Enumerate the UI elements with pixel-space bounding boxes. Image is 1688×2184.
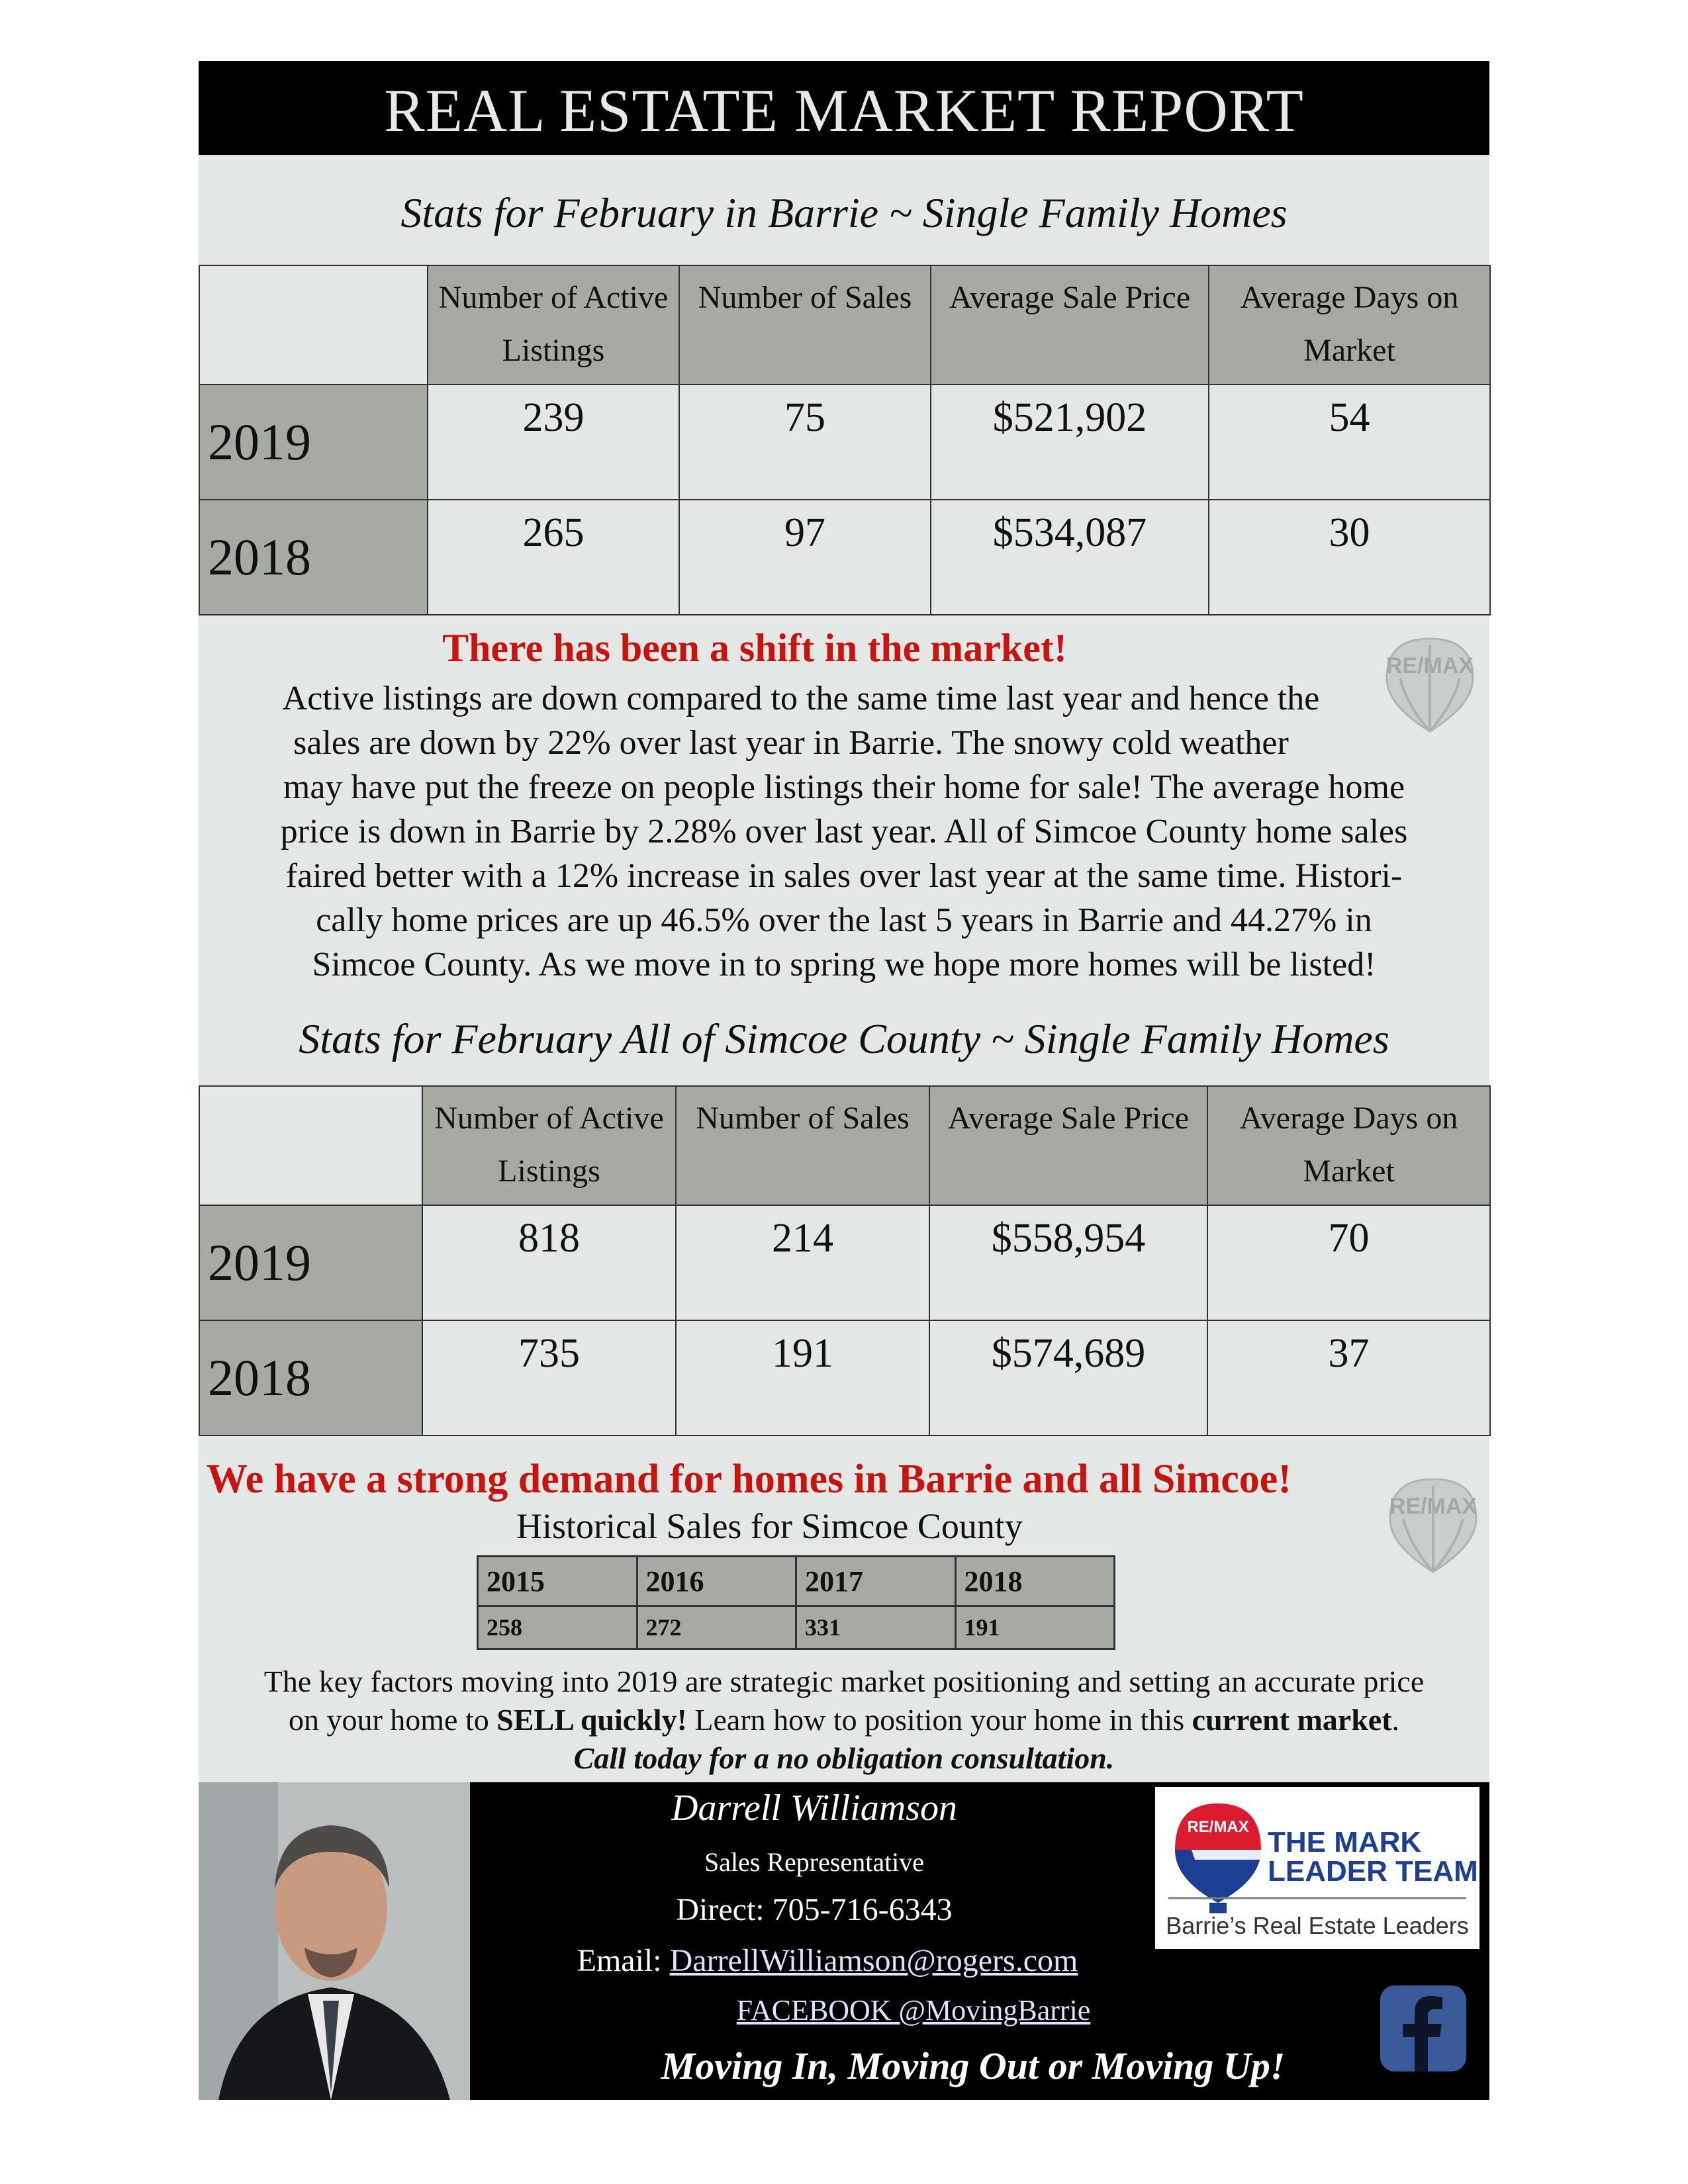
closing-line <box>199 1701 1489 1739</box>
barrie-stats-table <box>199 265 1491 615</box>
team-name-line2: LEADER TEAM <box>1268 1855 1478 1888</box>
value-cell: 214 <box>676 1205 929 1320</box>
paragraph-line: cally home prices are up 46.5% over the last 5 years in Barrie and 44.27% in <box>316 901 1372 939</box>
sales-cell: 272 <box>637 1606 796 1649</box>
year-cell: 2018 <box>199 500 428 615</box>
column-header: Number of Active Listings <box>422 1086 676 1205</box>
agent-photo <box>199 1782 470 2100</box>
table-row <box>199 500 1490 615</box>
paragraph-line: may have put the freeze on people listings their home for sale! The average home <box>283 768 1405 806</box>
value-cell: 70 <box>1207 1205 1490 1320</box>
table-row <box>199 1205 1490 1320</box>
year-header: 2017 <box>796 1557 956 1606</box>
historical-sales-heading: Historical Sales for Simcoe County <box>516 1506 1023 1546</box>
barrie-stats-heading: Stats for February in Barrie ~ Single Family Homes <box>400 189 1288 236</box>
table-corner <box>199 265 428 385</box>
closing-text: on your home to <box>288 1703 497 1737</box>
column-header: Number of Active Listings <box>428 265 679 385</box>
facebook-icon[interactable] <box>1380 1985 1466 2071</box>
year-header: 2016 <box>637 1557 796 1606</box>
email-label: Email: <box>577 1943 670 1978</box>
remax-brand-text: RE/MAX <box>1187 1818 1249 1836</box>
sell-quickly-emphasis: SELL quickly! <box>496 1703 687 1737</box>
closing-paragraph <box>199 1662 1489 1778</box>
year-header: 2018 <box>955 1557 1115 1606</box>
closing-text: Learn how to position your home in this <box>686 1703 1192 1737</box>
column-header: Number of Sales <box>676 1086 929 1205</box>
year-cell: 2019 <box>199 1205 422 1320</box>
simcoe-stats-table <box>199 1085 1491 1436</box>
facebook-line <box>583 1993 1244 2027</box>
paragraph-line: sales are down by 22% over last year in Barrie. The snowy cold weather <box>293 724 1289 762</box>
paragraph-line: Simcoe County. As we move in to spring we hope more homes will be listed! <box>312 946 1376 983</box>
team-logo <box>1155 1787 1479 1949</box>
agent-email-line <box>477 1942 1178 1979</box>
value-cell: 54 <box>1209 385 1490 500</box>
paragraph-line: Active listings are down compared to the same time last year and hence the <box>282 680 1320 717</box>
watermark-text: RE/MAX <box>1385 653 1474 678</box>
sales-cell: 331 <box>796 1606 956 1649</box>
shift-paragraph <box>199 676 1489 987</box>
sales-cell: 258 <box>478 1606 637 1649</box>
agent-portrait-image <box>199 1782 470 2100</box>
shift-headline: There has been a shift in the market! <box>442 626 1067 670</box>
sales-cell: 191 <box>955 1606 1115 1649</box>
closing-text: . <box>1391 1703 1400 1737</box>
facebook-link[interactable]: FACEBOOK @MovingBarrie <box>736 1994 1091 2026</box>
demand-headline: We have a strong demand for homes in Barrie and all Simcoe! <box>207 1457 1291 1502</box>
historical-sales-table <box>477 1555 1115 1650</box>
closing-line: The key factors moving into 2019 are strategic market positioning and setting an accurate price <box>263 1664 1425 1698</box>
value-cell: 75 <box>679 385 931 500</box>
remax-balloon-watermark <box>1374 632 1486 738</box>
column-header: Average Sale Price <box>929 1086 1207 1205</box>
value-cell: 735 <box>422 1320 676 1435</box>
table-corner <box>199 1086 422 1205</box>
table-row <box>478 1606 1115 1649</box>
table-row <box>199 1320 1490 1435</box>
value-cell: $521,902 <box>931 385 1209 500</box>
call-to-action: Call today for a no obligation consultation. <box>573 1741 1115 1775</box>
value-cell: $558,954 <box>929 1205 1207 1320</box>
agent-direct-phone: Direct: 705-716-6343 <box>676 1892 953 1927</box>
year-cell: 2019 <box>199 385 428 500</box>
column-header: Average Days on Market <box>1207 1086 1490 1205</box>
paragraph-line: faired better with a 12% increase in sales over last year at the same time. Histori- <box>285 857 1403 895</box>
value-cell: 818 <box>422 1205 676 1320</box>
column-header: Average Days on Market <box>1209 265 1490 385</box>
value-cell: 265 <box>428 500 679 615</box>
value-cell: 37 <box>1207 1320 1490 1435</box>
agent-name: Darrell Williamson <box>671 1788 957 1829</box>
year-cell: 2018 <box>199 1320 422 1435</box>
value-cell: 97 <box>679 500 931 615</box>
agent-role: Sales Representative <box>704 1847 925 1877</box>
value-cell: $534,087 <box>931 500 1209 615</box>
column-header: Number of Sales <box>679 265 931 385</box>
team-name-line1: THE MARK <box>1268 1826 1422 1858</box>
team-slogan: Barrie’s Real Estate Leaders <box>1166 1912 1469 1939</box>
current-market-emphasis: current market <box>1192 1703 1392 1737</box>
facebook-glyph <box>1380 1985 1466 2071</box>
remax-balloon-watermark <box>1377 1473 1489 1578</box>
team-logo-graphic <box>1155 1787 1479 1949</box>
year-header: 2015 <box>478 1557 637 1606</box>
report-title: REAL ESTATE MARKET REPORT <box>199 61 1489 155</box>
value-cell: 30 <box>1209 500 1490 615</box>
table-row <box>199 385 1490 500</box>
paragraph-line: price is down in Barrie by 2.28% over last year. All of Simcoe County home sales <box>280 813 1408 850</box>
value-cell: 191 <box>676 1320 929 1435</box>
email-link[interactable]: DarrellWilliamson@rogers.com <box>669 1943 1078 1978</box>
value-cell: 239 <box>428 385 679 500</box>
agent-tagline: Moving In, Moving Out or Moving Up! <box>661 2044 1286 2087</box>
watermark-text: RE/MAX <box>1389 1494 1477 1519</box>
column-header: Average Sale Price <box>931 265 1209 385</box>
value-cell: $574,689 <box>929 1320 1207 1435</box>
simcoe-stats-heading: Stats for February All of Simcoe County ~ Single Family Homes <box>299 1015 1389 1062</box>
